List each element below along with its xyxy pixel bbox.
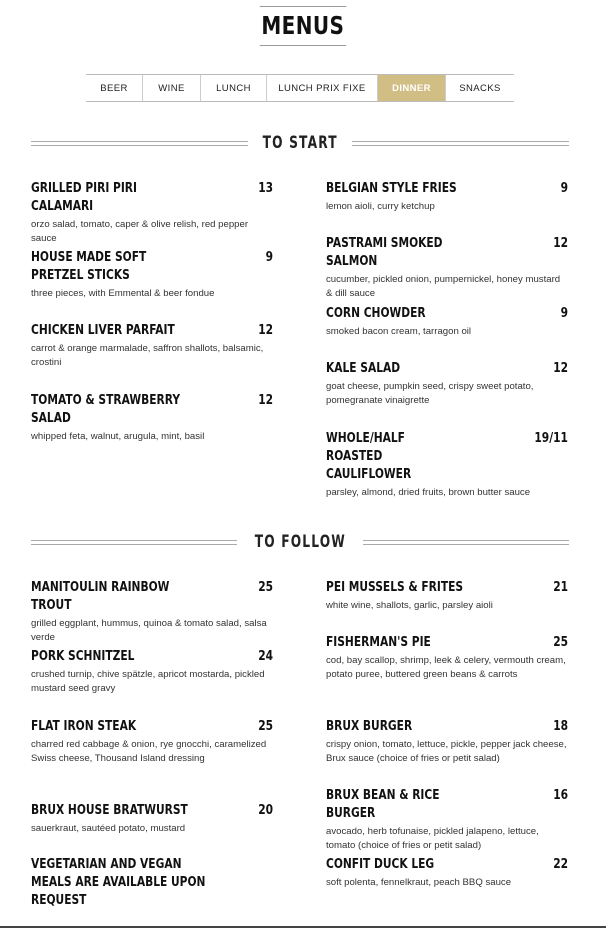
menu-item bbox=[326, 360, 568, 408]
item-price: 20 bbox=[258, 803, 273, 818]
item-description: cod, bay scallop, shrimp, leek & celery, vermouth cream, potato puree, buttered green beans & carrots bbox=[326, 655, 566, 680]
item-price: 21 bbox=[553, 580, 568, 595]
item-price: 25 bbox=[553, 635, 568, 650]
tab-snacks[interactable]: SNACKS bbox=[445, 75, 514, 101]
section-header-to-start bbox=[31, 133, 569, 153]
item-description: three pieces, with Emmental & beer fondue bbox=[31, 288, 215, 299]
menu-item bbox=[326, 856, 568, 890]
item-price: 24 bbox=[258, 649, 273, 664]
item-price: 12 bbox=[258, 323, 273, 338]
menu-item bbox=[326, 180, 568, 214]
item-description: lemon aioli, curry ketchup bbox=[326, 201, 435, 212]
item-name: GRILLED PIRI PIRI CALAMARI bbox=[31, 181, 137, 214]
menu-item bbox=[326, 430, 568, 500]
item-price: 9 bbox=[560, 181, 568, 196]
item-name: TOMATO & STRAWBERRY SALAD bbox=[31, 393, 181, 426]
item-price: 18 bbox=[553, 719, 568, 734]
item-description: cucumber, pickled onion, pumpernickel, honey mustard & dill sauce bbox=[326, 274, 561, 299]
item-name: KALE SALAD bbox=[326, 361, 401, 376]
item-name: CORN CHOWDER bbox=[326, 306, 426, 321]
item-description: whipped feta, walnut, arugula, mint, basil bbox=[31, 431, 205, 442]
tab-wine[interactable]: WINE bbox=[142, 75, 200, 101]
item-description: charred red cabbage & onion, rye gnocchi, caramelized Swiss cheese, Thousand Island dressing bbox=[31, 739, 267, 764]
tab-dinner[interactable]: DINNER bbox=[377, 75, 445, 101]
item-description: orzo salad, tomato, caper & olive relish, red pepper sauce bbox=[31, 219, 249, 244]
item-name: FLAT IRON STEAK bbox=[31, 719, 137, 734]
item-name: MANITOULIN RAINBOW TROUT bbox=[31, 580, 170, 613]
divider bbox=[363, 540, 569, 545]
item-name: BELGIAN STYLE FRIES bbox=[326, 181, 457, 196]
item-name: VEGETARIAN AND VEGAN MEALS ARE AVAILABLE UPON REQUEST bbox=[31, 857, 206, 908]
item-name: BRUX HOUSE BRATWURST bbox=[31, 803, 188, 818]
menu-item bbox=[326, 579, 568, 613]
menu-item bbox=[326, 787, 568, 853]
item-description: parsley, almond, dried fruits, brown butter sauce bbox=[326, 487, 531, 498]
item-name: PASTRAMI SMOKED SALMON bbox=[326, 236, 443, 269]
menu-item bbox=[326, 235, 568, 301]
dietary-note bbox=[31, 856, 273, 910]
item-price: 19/11 bbox=[534, 431, 568, 446]
item-price: 25 bbox=[258, 719, 273, 734]
menu-item bbox=[326, 718, 568, 766]
section-title: TO FOLLOW bbox=[254, 532, 346, 552]
item-name: PORK SCHNITZEL bbox=[31, 649, 135, 664]
divider bbox=[31, 141, 248, 146]
item-price: 9 bbox=[265, 250, 273, 265]
item-description: carrot & orange marmalade, saffron shallots, balsamic, crostini bbox=[31, 343, 264, 368]
item-description: white wine, shallots, garlic, parsley aioli bbox=[326, 600, 493, 611]
item-description: crushed turnip, chive spätzle, apricot mostarda, pickled mustard seed gravy bbox=[31, 669, 265, 694]
menu-tabs bbox=[86, 74, 514, 102]
item-price: 16 bbox=[553, 788, 568, 803]
tab-lunch-prix-fixe[interactable]: LUNCH PRIX FIXE bbox=[266, 75, 377, 101]
item-description: goat cheese, pumpkin seed, crispy sweet potato, pomegranate vinaigrette bbox=[326, 381, 534, 406]
menu-item bbox=[31, 322, 273, 370]
menu-item bbox=[31, 180, 273, 246]
item-price: 12 bbox=[553, 236, 568, 251]
item-name: CONFIT DUCK LEG bbox=[326, 857, 435, 872]
item-price: 12 bbox=[553, 361, 568, 376]
section-header-to-follow bbox=[31, 532, 569, 552]
item-name: CHICKEN LIVER PARFAIT bbox=[31, 323, 175, 338]
item-description: grilled eggplant, hummus, quinoa & tomato salad, salsa verde bbox=[31, 618, 267, 643]
item-name: HOUSE MADE SOFT PRETZEL STICKS bbox=[31, 250, 147, 283]
menu-item bbox=[31, 249, 273, 301]
item-description: avocado, herb tofunaise, pickled jalapeno, lettuce, tomato (choice of fries or petit salad) bbox=[326, 826, 539, 851]
item-price: 22 bbox=[553, 857, 568, 872]
page-header bbox=[0, 6, 606, 46]
item-name: BRUX BURGER bbox=[326, 719, 413, 734]
menu-item bbox=[31, 579, 273, 645]
menu-item bbox=[31, 392, 273, 444]
divider bbox=[31, 540, 237, 545]
item-price: 13 bbox=[258, 181, 273, 196]
item-name: WHOLE/HALF ROASTED CAULIFLOWER bbox=[326, 431, 412, 482]
item-name: PEI MUSSELS & FRITES bbox=[326, 580, 464, 595]
menu-item bbox=[31, 718, 273, 766]
item-price: 25 bbox=[258, 580, 273, 595]
tab-beer[interactable]: BEER bbox=[100, 82, 128, 94]
section-title: TO START bbox=[262, 133, 338, 153]
divider bbox=[352, 141, 569, 146]
item-name: BRUX BEAN & RICE BURGER bbox=[326, 788, 440, 821]
item-description: soft polenta, fennelkraut, peach BBQ sauce bbox=[326, 877, 512, 888]
item-price: 12 bbox=[258, 393, 273, 408]
item-price: 9 bbox=[560, 306, 568, 321]
page-title: MENUS bbox=[260, 6, 346, 46]
menu-item bbox=[31, 648, 273, 696]
menu-item bbox=[326, 634, 568, 682]
item-description: smoked bacon cream, tarragon oil bbox=[326, 326, 472, 337]
tab-lunch[interactable]: LUNCH bbox=[200, 75, 266, 101]
item-name: FISHERMAN'S PIE bbox=[326, 635, 431, 650]
item-description: sauerkraut, sautéed potato, mustard bbox=[31, 823, 186, 834]
menu-item bbox=[326, 305, 568, 339]
menu-item bbox=[31, 802, 273, 836]
item-description: crispy onion, tomato, lettuce, pickle, pepper jack cheese, Brux sauce (choice of fries or petit salad) bbox=[326, 739, 567, 764]
